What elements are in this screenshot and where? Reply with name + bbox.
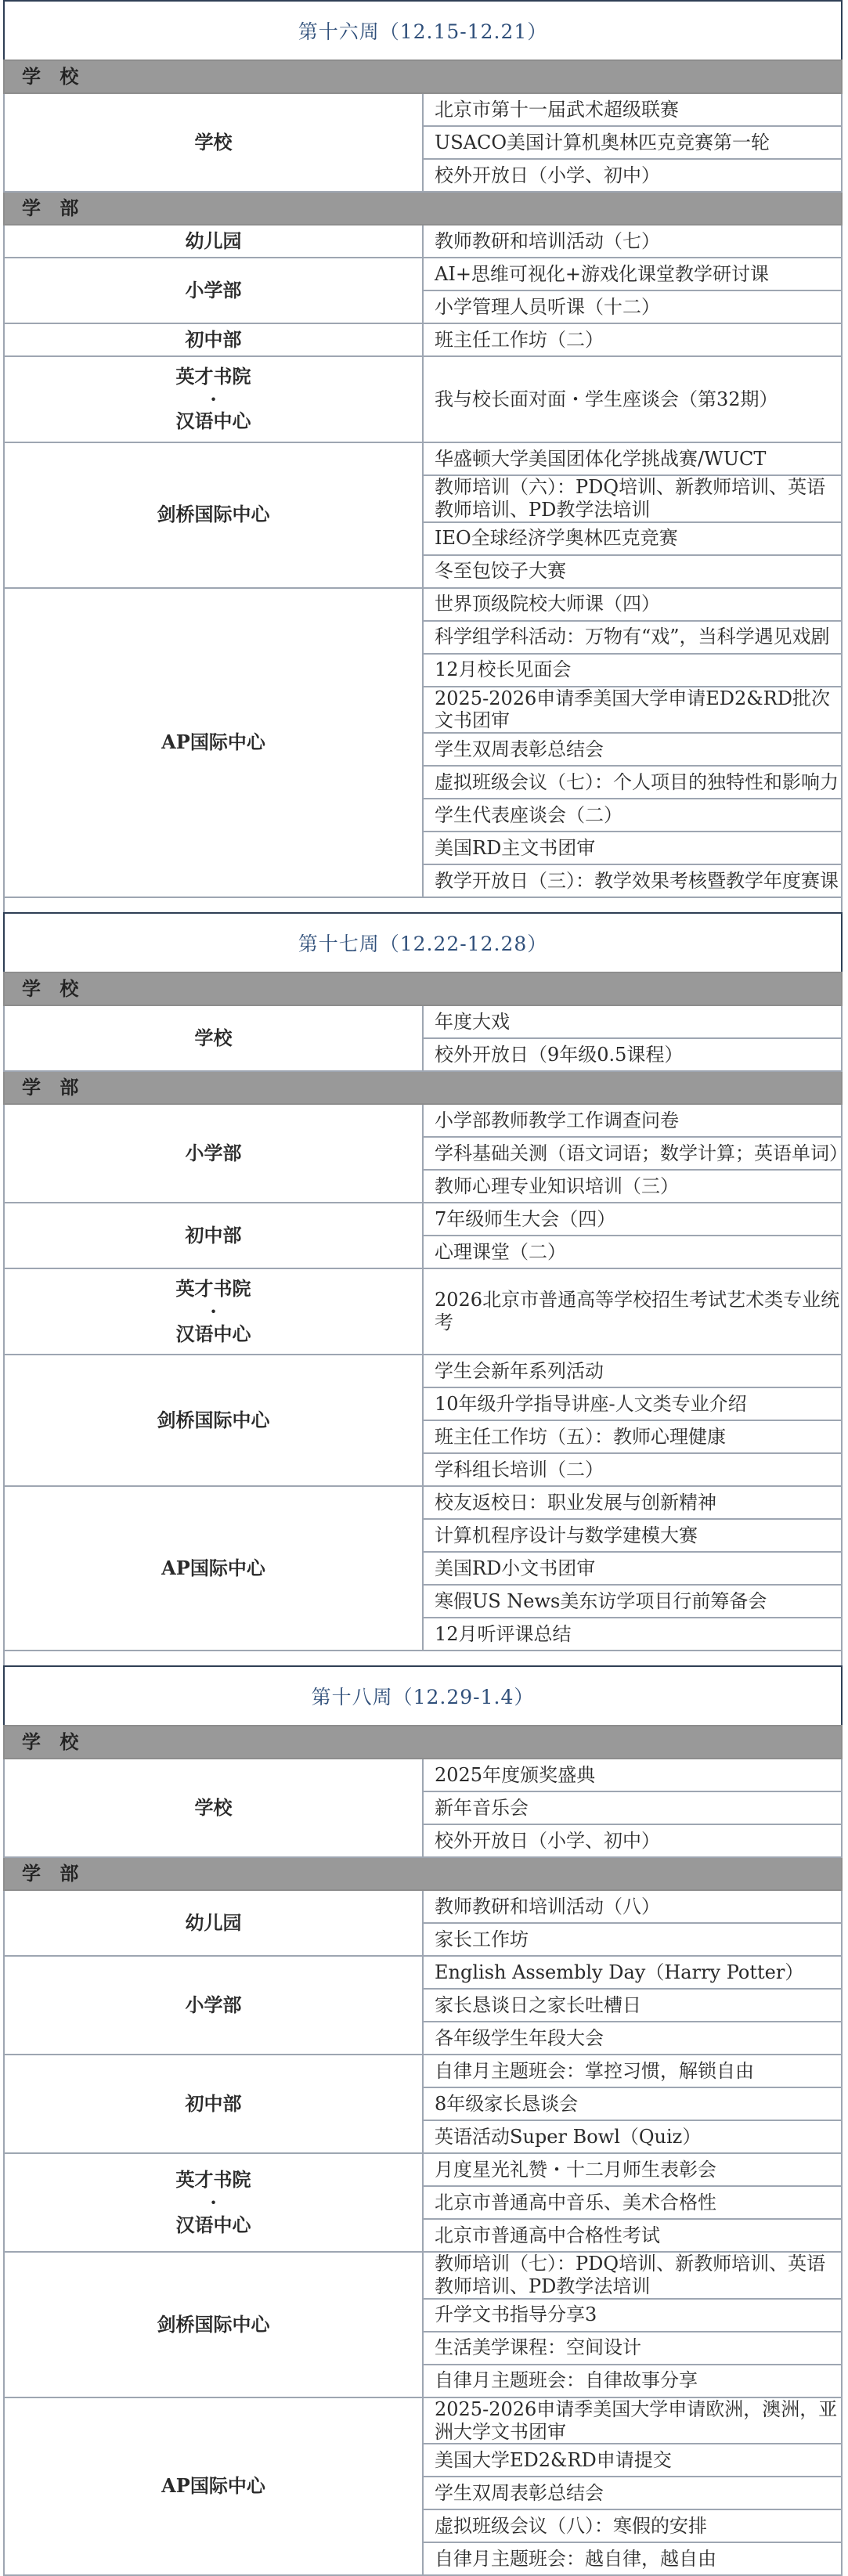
event-item: 小学管理人员听课（十二） bbox=[423, 290, 842, 323]
group-label bbox=[4, 442, 423, 588]
group-label bbox=[4, 1956, 423, 2055]
group-label bbox=[4, 2397, 423, 2576]
event-item: 2025-2026申请季美国大学申请ED2&RD批次文书团审 bbox=[423, 687, 842, 734]
event-item: 北京市普通高中音乐、美术合格性 bbox=[423, 2186, 842, 2219]
group-label bbox=[4, 1890, 423, 1956]
event-item: 升学文书指导分享3 bbox=[423, 2299, 842, 2332]
section-header-row bbox=[4, 60, 842, 93]
event-item: 8年级家长恳谈会 bbox=[423, 2087, 842, 2120]
group-label-line: 汉语中心 bbox=[175, 2213, 251, 2236]
table-row bbox=[4, 323, 842, 356]
group-label-line: 初中部 bbox=[185, 1223, 242, 1247]
week-table bbox=[3, 972, 848, 1651]
event-item: 12月听评课总结 bbox=[423, 1618, 842, 1651]
group-label-line: 初中部 bbox=[185, 2091, 242, 2115]
table-row bbox=[4, 258, 842, 290]
group-label bbox=[4, 1486, 423, 1651]
event-item: 虚拟班级会议（八）：寒假的安排 bbox=[423, 2509, 842, 2542]
event-item: 校友返校日：职业发展与创新精神 bbox=[423, 1486, 842, 1519]
group-label-line: 汉语中心 bbox=[175, 409, 251, 433]
event-item: 自律月主题班会：越自律，越自由 bbox=[423, 2542, 842, 2575]
section-header: 学 部 bbox=[4, 1857, 842, 1890]
event-item: 虚拟班级会议（七）：个人项目的独特性和影响力 bbox=[423, 766, 842, 799]
group-label-line: · bbox=[210, 2190, 217, 2213]
event-item: 自律月主题班会：自律故事分享 bbox=[423, 2365, 842, 2397]
group-label-line: 幼儿园 bbox=[185, 229, 242, 252]
section-header: 学 校 bbox=[4, 972, 842, 1005]
group-label-line: AP国际中心 bbox=[161, 1556, 265, 1579]
event-item: 家长工作坊 bbox=[423, 1923, 842, 1956]
section-header: 学 部 bbox=[4, 1071, 842, 1104]
table-row bbox=[4, 1268, 842, 1355]
event-item: 2026北京市普通高等学校招生考试艺术类专业统考 bbox=[423, 1268, 842, 1355]
table-row bbox=[4, 1104, 842, 1137]
group-label bbox=[4, 1203, 423, 1268]
event-item: 生活美学课程：空间设计 bbox=[423, 2332, 842, 2365]
event-item: 教师心理专业知识培训（三） bbox=[423, 1170, 842, 1203]
section-header-row bbox=[4, 192, 842, 225]
table-row bbox=[4, 225, 842, 258]
group-label-line: 剑桥国际中心 bbox=[157, 503, 270, 526]
week-spacer bbox=[3, 1651, 843, 1665]
event-item: 华盛顿大学美国团体化学挑战赛/WUCT bbox=[423, 442, 842, 475]
section-header: 学 校 bbox=[4, 1726, 842, 1759]
week-title: 第十六周（12.15-12.21） bbox=[3, 0, 843, 60]
group-label bbox=[4, 258, 423, 323]
table-row bbox=[4, 356, 842, 442]
section-header-row bbox=[4, 1071, 842, 1104]
group-label-line: AP国际中心 bbox=[161, 2474, 265, 2498]
event-item: 美国RD主文书团审 bbox=[423, 832, 842, 864]
group-label-line: 小学部 bbox=[185, 1993, 242, 2016]
group-label bbox=[4, 323, 423, 356]
group-label-line: 小学部 bbox=[185, 1141, 242, 1164]
table-row bbox=[4, 1005, 842, 1038]
event-item: 科学组学科活动：万物有“戏”，当科学遇见戏剧 bbox=[423, 621, 842, 654]
week-spacer bbox=[3, 898, 843, 912]
event-item: 家长恳谈日之家长吐槽日 bbox=[423, 1989, 842, 2022]
week-block bbox=[3, 1665, 843, 2576]
event-item: 英语活动Super Bowl（Quiz） bbox=[423, 2120, 842, 2153]
section-header-row bbox=[4, 972, 842, 1005]
table-row bbox=[4, 1203, 842, 1236]
event-item: 月度星光礼赞・十二月师生表彰会 bbox=[423, 2153, 842, 2186]
event-item: 班主任工作坊（五）：教师心理健康 bbox=[423, 1420, 842, 1453]
group-label-line: 小学部 bbox=[185, 278, 242, 301]
event-item: 教师培训（六）：PDQ培训、新教师培训、英语教师培训、PD教学法培训 bbox=[423, 475, 842, 522]
event-item: 学科基础关测（语文词语；数学计算；英语单词） bbox=[423, 1137, 842, 1170]
event-item: 10年级升学指导讲座-人文类专业介绍 bbox=[423, 1387, 842, 1420]
table-row bbox=[4, 2397, 842, 2444]
event-item: 计算机程序设计与数学建模大赛 bbox=[423, 1519, 842, 1552]
group-label bbox=[4, 2153, 423, 2252]
event-item: 年度大戏 bbox=[423, 1005, 842, 1038]
table-row bbox=[4, 1486, 842, 1519]
week-block bbox=[3, 0, 843, 898]
group-label bbox=[4, 1355, 423, 1486]
event-item: 教师培训（七）：PDQ培训、新教师培训、英语教师培训、PD教学法培训 bbox=[423, 2252, 842, 2299]
table-row bbox=[4, 2055, 842, 2087]
event-item: 学生代表座谈会（二） bbox=[423, 799, 842, 832]
event-item: 校外开放日（小学、初中） bbox=[423, 1824, 842, 1857]
event-item: 心理课堂（二） bbox=[423, 1236, 842, 1268]
event-item: 2025-2026申请季美国大学申请欧洲，澳洲，亚洲大学文书团审 bbox=[423, 2397, 842, 2444]
event-item: 12月校长见面会 bbox=[423, 654, 842, 687]
table-row bbox=[4, 1759, 842, 1791]
group-label-line: · bbox=[210, 1299, 217, 1322]
group-label-line: 剑桥国际中心 bbox=[157, 2312, 270, 2336]
group-label-line: 初中部 bbox=[185, 327, 242, 351]
event-item: 校外开放日（小学、初中） bbox=[423, 159, 842, 192]
group-label bbox=[4, 588, 423, 898]
group-label-line: 英才书院 bbox=[175, 1276, 251, 1300]
group-label-line: 汉语中心 bbox=[175, 1322, 251, 1345]
group-label-line: AP国际中心 bbox=[161, 730, 265, 753]
table-row bbox=[4, 442, 842, 475]
event-item: 学生会新年系列活动 bbox=[423, 1355, 842, 1387]
group-label bbox=[4, 93, 423, 192]
event-item: 各年级学生年段大会 bbox=[423, 2022, 842, 2055]
group-label bbox=[4, 1268, 423, 1355]
event-item: English Assembly Day（Harry Potter） bbox=[423, 1956, 842, 1989]
section-header-row bbox=[4, 1857, 842, 1890]
group-label-line: 学校 bbox=[194, 1026, 233, 1049]
event-item: 校外开放日（9年级0.5课程） bbox=[423, 1038, 842, 1071]
event-item: 我与校长面对面・学生座谈会（第32期） bbox=[423, 356, 842, 442]
event-item: 美国RD小文书团审 bbox=[423, 1552, 842, 1585]
event-item: 学科组长培训（二） bbox=[423, 1453, 842, 1486]
group-label-line: 剑桥国际中心 bbox=[157, 1408, 270, 1431]
section-header: 学 校 bbox=[4, 60, 842, 93]
table-row bbox=[4, 1355, 842, 1387]
section-header-row bbox=[4, 1726, 842, 1759]
event-item: 教师教研和培训活动（七） bbox=[423, 225, 842, 258]
week-title: 第十七周（12.22-12.28） bbox=[3, 912, 843, 972]
table-row bbox=[4, 1890, 842, 1923]
event-item: 寒假US News美东访学项目行前筹备会 bbox=[423, 1585, 842, 1618]
event-item: 学生双周表彰总结会 bbox=[423, 2477, 842, 2509]
event-item: 教学开放日（三）：教学效果考核暨教学年度赛课 bbox=[423, 864, 842, 897]
group-label-line: 学校 bbox=[194, 1795, 233, 1819]
event-item: 2025年度颁奖盛典 bbox=[423, 1759, 842, 1791]
event-item: 7年级师生大会（四） bbox=[423, 1203, 842, 1236]
section-header: 学 部 bbox=[4, 192, 842, 225]
week-title: 第十八周（12.29-1.4） bbox=[3, 1665, 843, 1725]
event-item: 冬至包饺子大赛 bbox=[423, 555, 842, 588]
group-label-line: 英才书院 bbox=[175, 2167, 251, 2191]
group-label bbox=[4, 225, 423, 258]
event-item: 新年音乐会 bbox=[423, 1791, 842, 1824]
table-row bbox=[4, 1956, 842, 1989]
group-label-line: 英才书院 bbox=[175, 364, 251, 388]
event-item: 北京市普通高中合格性考试 bbox=[423, 2219, 842, 2252]
table-row bbox=[4, 2252, 842, 2299]
table-row bbox=[4, 2153, 842, 2186]
event-item: 北京市第十一届武术超级联赛 bbox=[423, 93, 842, 126]
week-block bbox=[3, 912, 848, 1651]
event-item: IEO全球经济学奥林匹克竞赛 bbox=[423, 522, 842, 555]
group-label bbox=[4, 1005, 423, 1071]
group-label bbox=[4, 2055, 423, 2153]
group-label bbox=[4, 1759, 423, 1857]
event-item: AI+思维可视化+游戏化课堂教学研讨课 bbox=[423, 258, 842, 290]
event-item: 自律月主题班会：掌控习惯，解锁自由 bbox=[423, 2055, 842, 2087]
group-label bbox=[4, 2252, 423, 2397]
schedule-document bbox=[3, 0, 848, 2576]
group-label-line: · bbox=[210, 387, 217, 410]
event-item: USACO美国计算机奥林匹克竞赛第一轮 bbox=[423, 126, 842, 159]
group-label bbox=[4, 1104, 423, 1203]
group-label-line: 学校 bbox=[194, 130, 233, 153]
group-label-line: 幼儿园 bbox=[185, 1910, 242, 1934]
event-item: 教师教研和培训活动（八） bbox=[423, 1890, 842, 1923]
event-item: 美国大学ED2&RD申请提交 bbox=[423, 2444, 842, 2477]
week-table bbox=[3, 1725, 843, 2576]
week-table bbox=[3, 60, 843, 898]
table-row bbox=[4, 93, 842, 126]
event-item: 世界顶级院校大师课（四） bbox=[423, 588, 842, 621]
table-row bbox=[4, 588, 842, 621]
event-item: 班主任工作坊（二） bbox=[423, 323, 842, 356]
group-label bbox=[4, 356, 423, 442]
event-item: 学生双周表彰总结会 bbox=[423, 733, 842, 766]
event-item: 小学部教师教学工作调查问卷 bbox=[423, 1104, 842, 1137]
